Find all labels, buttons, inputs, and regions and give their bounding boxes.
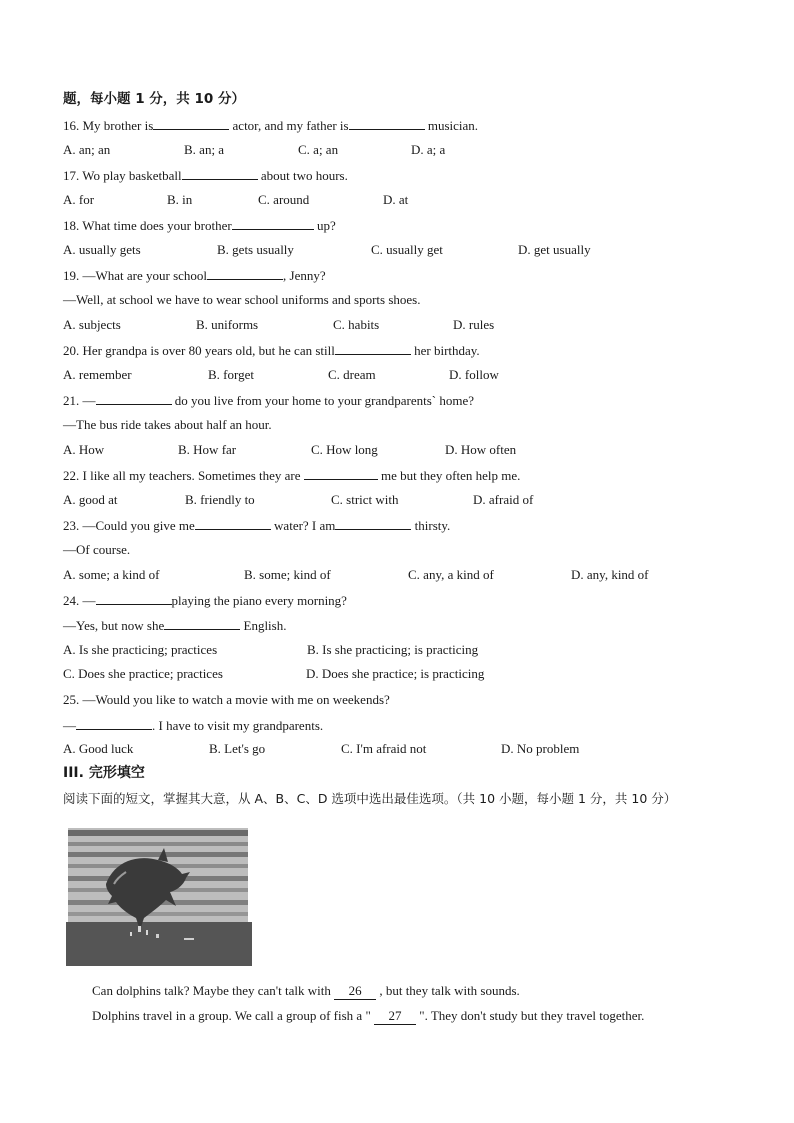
option-b[interactable]: B. Is she practicing; is practicing	[307, 642, 479, 657]
answer-blank[interactable]	[335, 342, 411, 355]
option-a[interactable]: A. remember	[63, 367, 132, 382]
question-21: 21. — do you live from your home to your grandparents` home?	[63, 393, 475, 408]
option-b[interactable]: B. friendly to	[185, 492, 255, 507]
dolphin-photo-icon	[66, 822, 252, 966]
question-22: 22. I like all my teachers. Sometimes they are me but they often help me.	[63, 468, 521, 483]
answer-blank[interactable]	[76, 717, 152, 730]
option-d[interactable]: D. any, kind of	[571, 567, 649, 582]
question-19: 19. —What are your school , Jenny?	[63, 268, 326, 283]
question-16: 16. My brother is actor, and my father is musician.	[63, 118, 479, 133]
passage-paragraph-1: Can dolphins talk? Maybe they can't talk with 26 , but they talk with sounds.	[92, 983, 520, 998]
option-a[interactable]: A. Is she practicing; practices	[63, 642, 218, 657]
answer-blank[interactable]	[207, 267, 283, 280]
answer-blank[interactable]	[182, 167, 258, 180]
option-c[interactable]: C. Does she practice; practices	[63, 666, 223, 681]
section-title: III. 完形填空	[63, 765, 145, 781]
option-b[interactable]: B. some; kind of	[244, 567, 331, 582]
option-b[interactable]: B. an; a	[184, 142, 225, 157]
answer-blank[interactable]	[304, 467, 378, 480]
option-c[interactable]: C. usually get	[371, 242, 443, 257]
option-c[interactable]: C. any, a kind of	[408, 567, 494, 582]
option-c[interactable]: C. strict with	[331, 492, 399, 507]
option-d[interactable]: D. at	[383, 192, 409, 207]
question-18: 18. What time does your brother up?	[63, 218, 336, 233]
option-d[interactable]: D. a; a	[411, 142, 446, 157]
option-d[interactable]: D. Does she practice; is practicing	[306, 666, 485, 681]
reply-25: — . I have to visit my grandparents.	[63, 718, 324, 733]
option-b[interactable]: B. How far	[178, 442, 237, 457]
answer-blank[interactable]	[153, 117, 229, 130]
option-d[interactable]: D. afraid of	[473, 492, 534, 507]
option-d[interactable]: D. rules	[453, 317, 495, 332]
option-b[interactable]: B. gets usually	[217, 242, 294, 257]
cloze-blank-27[interactable]: 27	[374, 1008, 416, 1025]
question-25: 25. —Would you like to watch a movie with me on weekends?	[63, 692, 390, 707]
question-24: 24. — playing the piano every morning?	[63, 593, 347, 608]
option-d[interactable]: D. follow	[449, 367, 499, 382]
cloze-blank-26[interactable]: 26	[334, 983, 376, 1000]
answer-blank[interactable]	[96, 392, 172, 405]
section-instruction: 阅读下面的短文，掌握其大意，从 A、B、C、D 选项中选出最佳选项。（共 10 小题，每小题 1 分，共 10 分）	[63, 791, 677, 806]
option-b[interactable]: B. uniforms	[196, 317, 259, 332]
passage-paragraph-2: Dolphins travel in a group. We call a group of fish a " 27 ". They don't study but they travel together.	[92, 1008, 645, 1023]
question-20: 20. Her grandpa is over 80 years old, but he can still her birthday.	[63, 343, 480, 358]
option-b[interactable]: B. in	[167, 192, 193, 207]
option-a[interactable]: A. subjects	[63, 317, 121, 332]
option-c[interactable]: C. dream	[328, 367, 376, 382]
option-b[interactable]: B. Let's go	[209, 741, 266, 756]
option-a[interactable]: A. usually gets	[63, 242, 141, 257]
reply-23: —Of course.	[63, 542, 131, 557]
answer-blank[interactable]	[96, 592, 172, 605]
option-d[interactable]: D. get usually	[518, 242, 591, 257]
reply-24: —Yes, but now she English.	[63, 618, 287, 633]
reply-21: —The bus ride takes about half an hour.	[63, 417, 272, 432]
answer-blank[interactable]	[232, 217, 314, 230]
option-a[interactable]: A. some; a kind of	[63, 567, 160, 582]
option-a[interactable]: A. good at	[63, 492, 118, 507]
option-c[interactable]: C. habits	[333, 317, 380, 332]
option-d[interactable]: D. No problem	[501, 741, 580, 756]
section-title-continued: 题，每小题 1 分，共 10 分）	[63, 91, 245, 107]
answer-blank[interactable]	[164, 617, 240, 630]
reply-19: —Well, at school we have to wear school uniforms and sports shoes.	[63, 292, 421, 307]
option-c[interactable]: C. I'm afraid not	[341, 741, 427, 756]
option-c[interactable]: C. How long	[311, 442, 378, 457]
answer-blank[interactable]	[349, 117, 425, 130]
question-23: 23. —Could you give me water? I am thirsty.	[63, 518, 451, 533]
answer-blank[interactable]	[335, 517, 411, 530]
option-c[interactable]: C. around	[258, 192, 310, 207]
option-d[interactable]: D. How often	[445, 442, 517, 457]
answer-blank[interactable]	[195, 517, 271, 530]
question-17: 17. Wo play basketball about two hours.	[63, 168, 348, 183]
option-c[interactable]: C. a; an	[298, 142, 339, 157]
option-a[interactable]: A. Good luck	[63, 741, 134, 756]
option-a[interactable]: A. How	[63, 442, 105, 457]
option-a[interactable]: A. an; an	[63, 142, 111, 157]
option-a[interactable]: A. for	[63, 192, 95, 207]
option-b[interactable]: B. forget	[208, 367, 254, 382]
